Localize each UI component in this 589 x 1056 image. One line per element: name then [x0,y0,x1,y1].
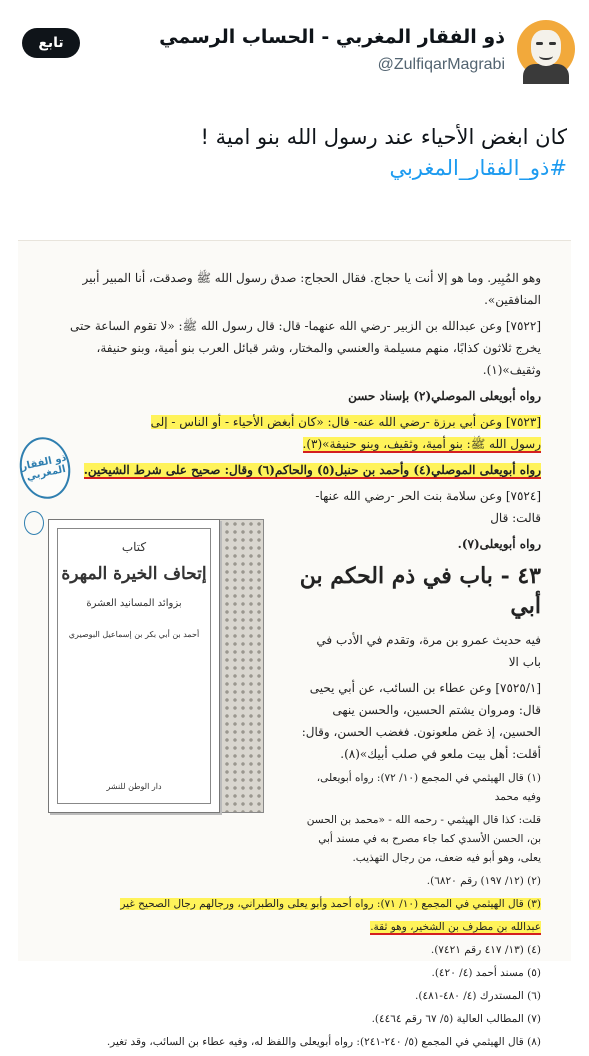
page-paragraph-1: وهو المُبِير. وما هو إلا أنت يا حجاج. فقال الحجاج: صدق رسول الله ﷺ وصدقت، أنا المبير أبير المنافقين». [82,271,541,307]
book-series: كتاب [121,540,147,554]
page-paragraph-9: [٧٥٢٥/١] وعن عطاء بن السائب، عن أبي يحيى قال: ومروان يشتم الحسين، والحسن ينهى الحسين، إذ غض ملعونون. فغضب الحسن، وقال: أقلت: أهل بيت ملعو في صلب أبيك»(٨). [301,681,541,761]
footnote-6: (٦) المستدرك (٤/ ٤٨٠-٤٨١). [415,990,541,1002]
footnote-3-highlight-b: عبدالله بن مطرف بن الشخير، وهو ثقة. [370,921,541,933]
display-name[interactable]: ذو الفقار المغربي - الحساب الرسمي [159,26,505,48]
tweet-body: كان ابغض الأحياء عند رسول الله بنو امية ! [200,125,567,149]
user-handle[interactable]: @ZulfiqarMagrabi [377,56,505,73]
footnote-2: (٢) (١٢/ ١٩٧) رقم ٦٨٢٠). [426,875,541,887]
mask-icon [531,30,561,66]
page-paragraph-6: [٧٥٢٤] وعن سلامة بنت الحر -رضي الله عنها- قالت: قال [315,489,541,525]
highlight-hadith-line-2: رسول الله ﷺ: بنو أمية، وثقيف، وبنو حنيفة»(٣). [302,437,541,451]
highlight-hadith-line-1: [٧٥٢٣] وعن أبي برزة -رضي الله عنه- قال: «كان أبغض الأحياء - أو الناس - إلى [150,415,541,429]
page-paragraph-8: فيه حديث عمرو بن مرة، وتقدم في الأدب في باب الا [316,633,541,669]
book-publisher: دار الوطن للنشر [106,782,162,791]
avatar-body [523,64,569,84]
hashtag-link[interactable]: #ذو_الفقار_المغربي [389,156,567,180]
page-paragraph-7: رواه أبويعلى(٧). [457,537,541,551]
book-subtitle: بزوائد المسانيد العشرة [86,598,182,609]
book-cover [48,519,220,813]
footnote-7: (٧) المطالب العالية (٥/ ٦٧ رقم ٤٤٦٤). [371,1013,541,1025]
seal-icon [24,511,44,535]
page-paragraph-2: [٧٥٢٢] وعن عبدالله بن الزبير -رضي الله عنهما- قال: قال رسول الله ﷺ: «لا تقوم الساعة حتى يخرج ثلاثون كذابًا، منهم مسيلمة والعنسي والمختار، وشر قبائل العرب بنو أمية، وبنو حنيفة، وثقيف»(١). [70,319,541,377]
footnote-4: (٤) (١٣/ ٤١٧ رقم ٧٤٢١). [430,944,541,956]
footnote-1: (١) قال الهيثمي في المجمع (١٠/ ٧٢): رواه أبويعلى، وفيه محمد [316,772,541,803]
footnote-8: (٨) قال الهيثمي في المجمع (٥/ ٢٤٠-٢٤١): رواه أبويعلى واللفظ له، وفيه عطاء بن السائب، وقد تغير. [106,1036,541,1048]
footnote-5: (٥) مسند أحمد (٤/ ٤٢٠). [431,967,541,979]
avatar[interactable] [517,20,575,78]
chapter-heading: ٤٣ - باب في ذم الحكم بن أبي [299,563,541,619]
highlight-narration: رواه أبويعلى الموصلي(٤) وأحمد بن حنبل(٥) والحاكم(٦) وقال: صحيح على شرط الشيخين. [83,463,541,477]
footnote-1b: قلت: كذا قال الهيثمي - رحمه الله - «محمد بن الحسن بن، الحسن الأسدي كما جاء مصرح به في مسند أبي يعلى، وهو أبو فيه ضعف، من رجال التهذيب. [306,814,541,864]
tweet-image[interactable] [18,240,571,1048]
tweet-header [0,0,589,100]
book-spine [214,519,264,813]
footnote-3-highlight-a: (٣) قال الهيثمي في المجمع (١٠/ ٧١): رواه أحمد وأبو يعلى والطبراني، ورجالهم رجال الصحيح غير [120,898,541,910]
book-author: أحمد بن أبي بكر بن إسماعيل البوصيري [68,630,200,639]
book-cover-image [48,519,268,811]
follow-button[interactable]: تابع [22,28,80,58]
page-paragraph-3: رواه أبويعلى الموصلي(٢) بإسناد حسن [348,389,541,403]
stamp-text: ذو الفقار المغربي [20,452,68,483]
book-title: إتحاف الخيرة المهرة [61,564,207,584]
tweet-text [22,122,567,184]
